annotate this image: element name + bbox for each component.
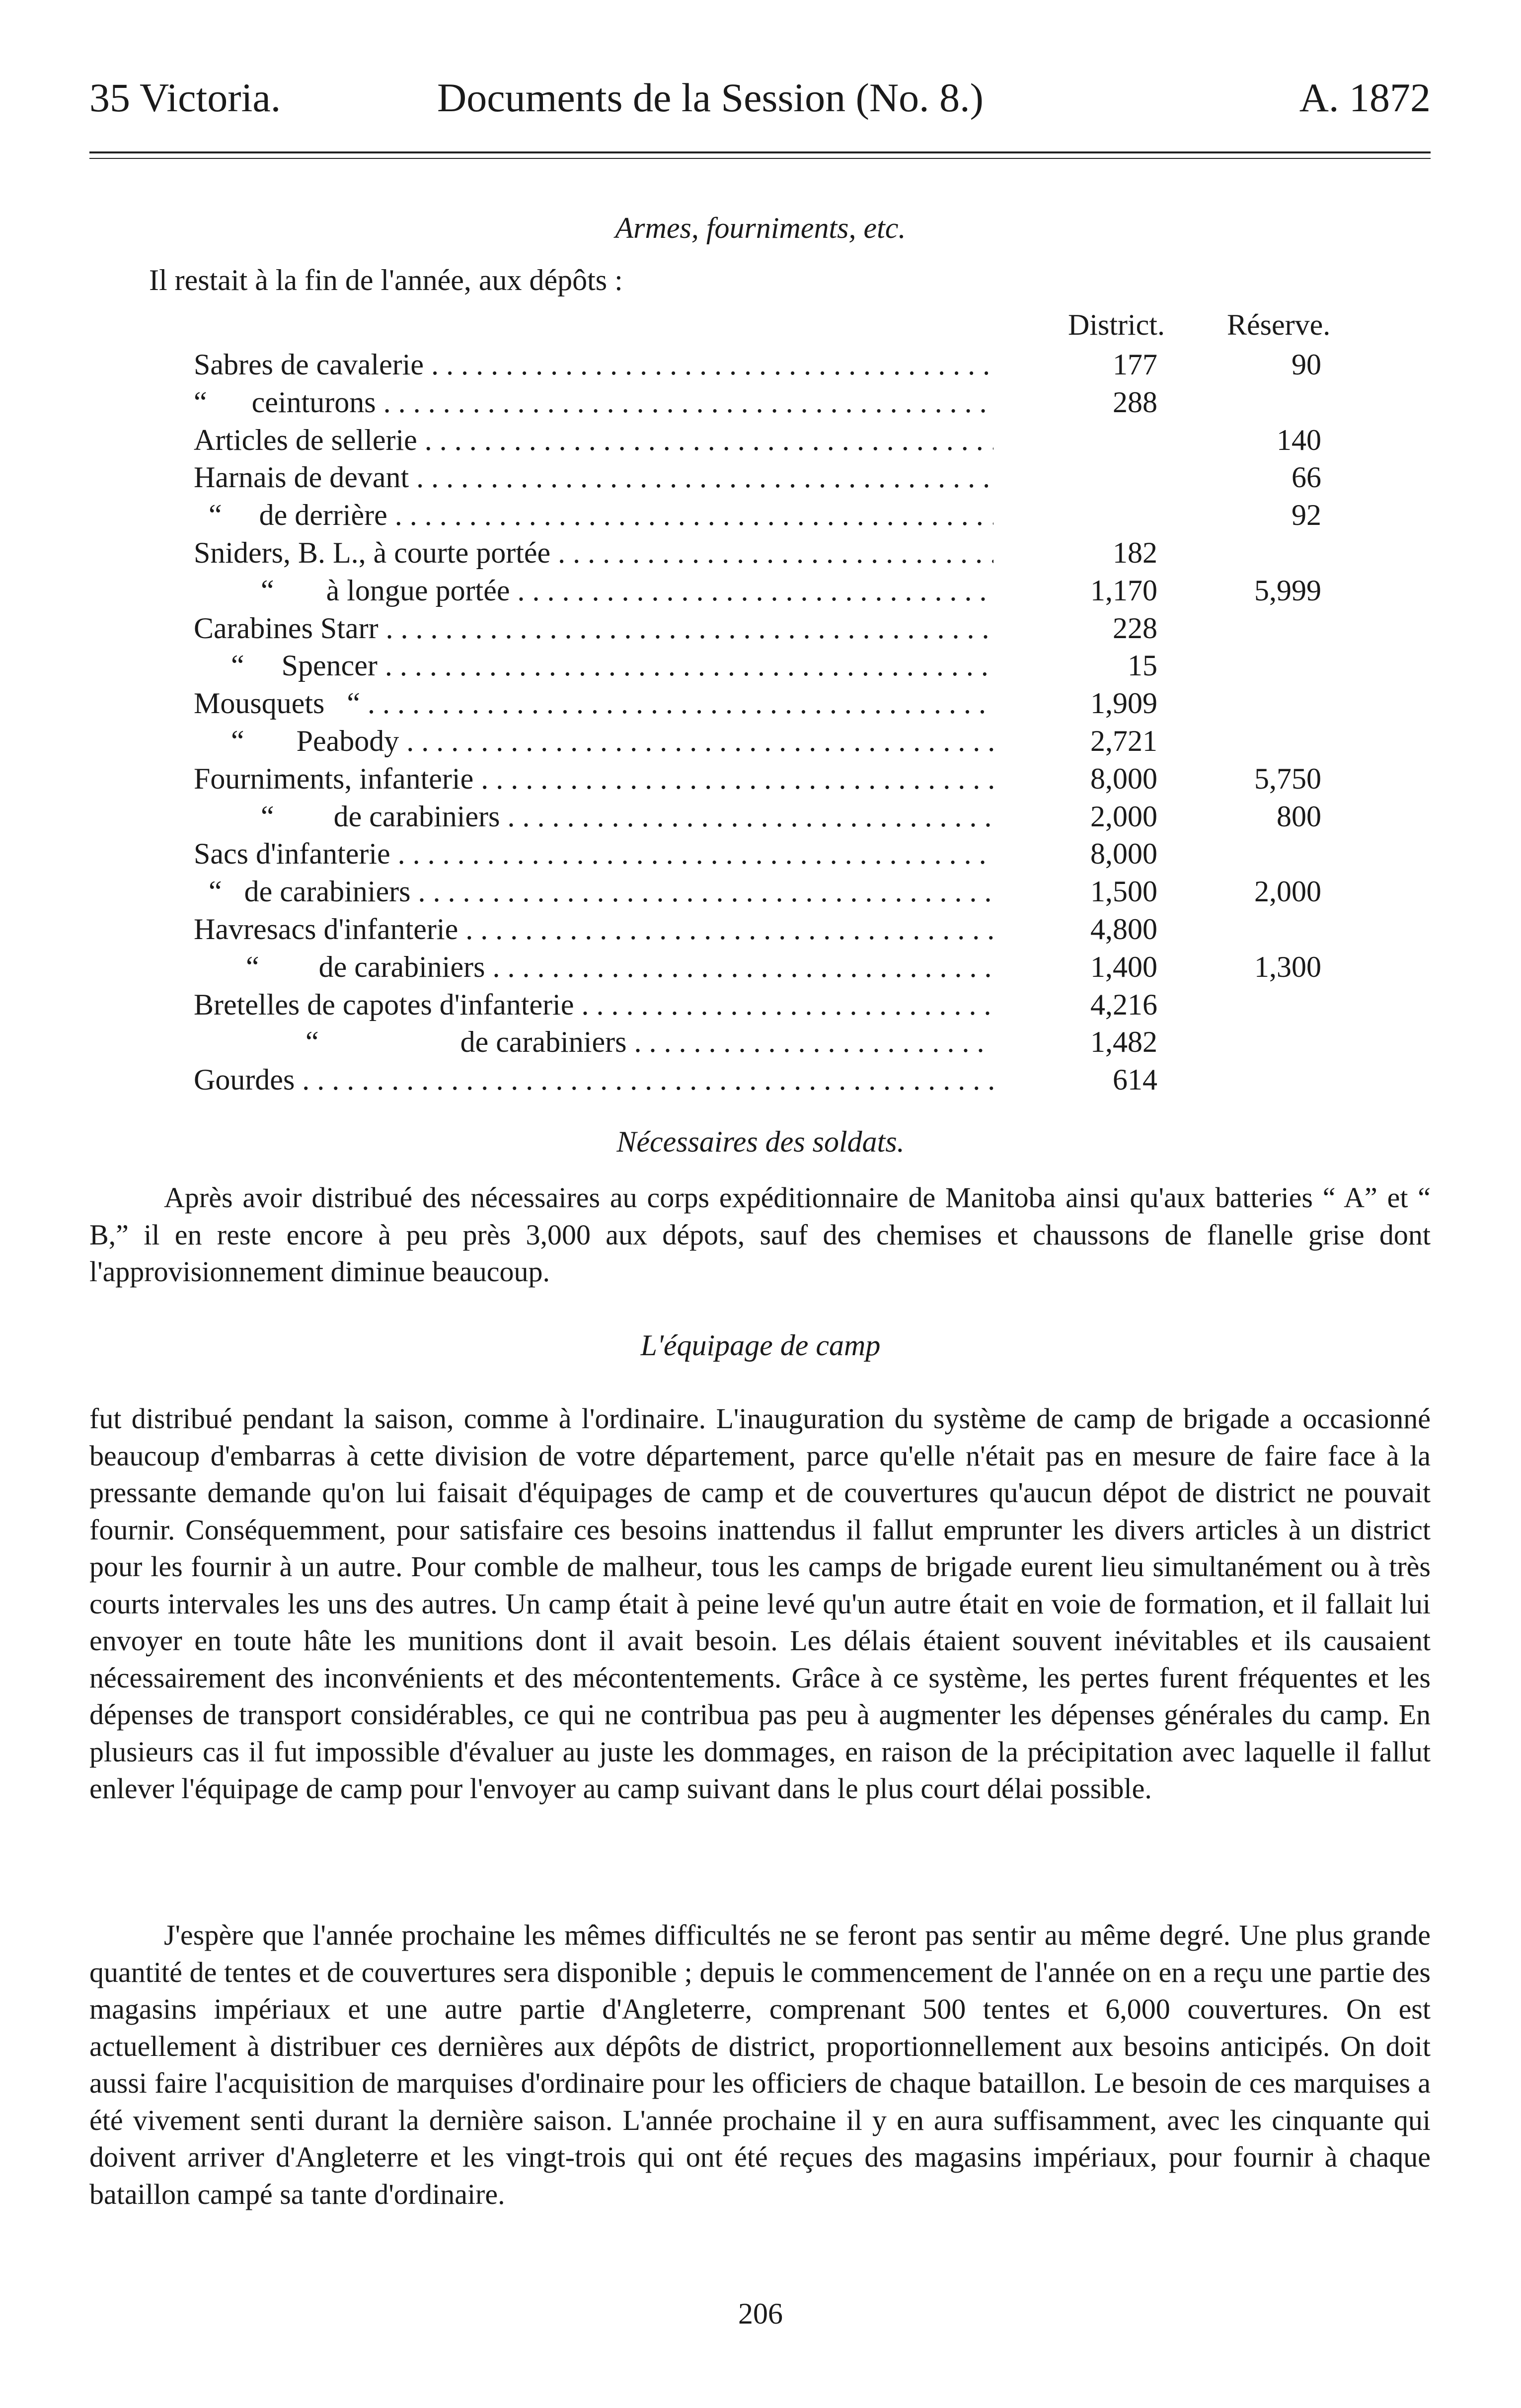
table-row — [0, 724, 1521, 761]
paragraph-necessaires-text: Après avoir distribué des nécessaires au corps expéditionnaire de Manitoba ainsi qu'aux batteries “ A” et “ B,” il en reste encore à peu près 3,000 aux dépots, sauf des chemises et chaussons de flanelle grise dont l'approvisionnement diminue beaucoup. — [89, 1181, 1431, 1288]
row-label — [194, 724, 993, 758]
section-title-armes: Armes, fourniments, etc. — [615, 212, 906, 244]
district-value: 4,216 — [1090, 988, 1157, 1021]
table-row — [0, 460, 1521, 498]
table-row — [0, 1025, 1521, 1062]
row-label-text: Bretelles de capotes d'infanterie — [194, 988, 574, 1021]
column-header-reserve: Réserve. — [1227, 308, 1331, 341]
table-row — [0, 385, 1521, 423]
table-row — [0, 574, 1521, 611]
table-row — [0, 950, 1521, 987]
row-label — [194, 423, 993, 457]
table-row — [0, 1063, 1521, 1100]
district-value: 228 — [1113, 611, 1157, 645]
row-label — [194, 460, 993, 495]
paragraph-equipage-1: fut distribué pendant la saison, comme à l'ordinaire. L'inauguration du système de camp de brigade a occasionné beaucoup d'embarras à cette division de votre département, parce qu'elle n'était pas en mesure de faire face à la pressante demande qu'on lui faisait d'équipages de camp et de couvertures qu'aucun dépot de district ne pouvait fournir. Conséquemment, pour satisfaire ces besoins inattendus il fallut emprunter les divers articles à un district pour les fournir à un autre. Pour comble de malheur, tous les camps de brigade eurent lieu simultanément ou à très courts intervales les uns des autres. Un camp était à peine levé qu'un autre était en voie de formation, et il fallait lui envoyer en toute hâte les munitions dont il avait besoin. Les délais étaient souvent inévitables et ils causaient nécessairement des inconvénients et des mécontentements. Grâce à ce système, les pertes furent fréquentes et les dépenses de transport considérables, ce qui ne contribua pas peu à augmenter les dépenses générales du camp. En plusieurs cas il fut impossible d'évaluer au juste les dommages, en raison de la précipitation avec laquelle il fallut enlever l'équipage de camp pour l'envoyer au camp suivant dans le plus court délai possible. — [89, 1402, 1431, 1805]
row-label — [194, 837, 993, 871]
district-value: 1,909 — [1090, 687, 1157, 720]
header-rule-thin — [89, 158, 1431, 159]
district-value: 8,000 — [1090, 837, 1157, 871]
table-row — [0, 875, 1521, 912]
row-label-text: “ de carabiniers — [194, 875, 411, 908]
paragraph-necessaires — [89, 1179, 1431, 1291]
reserve-value: 1,300 — [1254, 950, 1321, 983]
row-label — [194, 950, 993, 984]
district-value: 1,482 — [1090, 1025, 1157, 1059]
reserve-value: 66 — [1292, 461, 1321, 494]
column-header-district: District. — [1068, 308, 1165, 341]
section-intro: Il restait à la fin de l'année, aux dépôts : — [149, 264, 623, 296]
row-label — [194, 498, 993, 532]
district-value: 2,721 — [1090, 725, 1157, 757]
row-label-text: “ Spencer — [194, 649, 378, 682]
reserve-value: 5,999 — [1254, 574, 1321, 607]
row-label — [194, 1063, 993, 1097]
row-label-text: Fourniments, infanterie — [194, 762, 474, 795]
row-label-text: Harnais de devant — [194, 461, 409, 494]
row-label-text: “ de derrière — [194, 499, 387, 532]
reserve-value: 5,750 — [1254, 762, 1321, 795]
row-label-text: “ ceinturons — [194, 385, 376, 419]
table-row — [0, 800, 1521, 837]
table-row — [0, 423, 1521, 460]
district-value: 288 — [1113, 385, 1157, 419]
row-label-text: “ Peabody — [194, 725, 399, 757]
header-year: A. 1872 — [1299, 75, 1431, 120]
table-row — [0, 912, 1521, 949]
row-label-text: Carabines Starr — [194, 611, 379, 645]
table-row — [0, 348, 1521, 385]
row-label — [194, 875, 993, 909]
row-label — [194, 385, 993, 420]
section-title-equipage: L'équipage de camp — [640, 1329, 881, 1362]
paragraph-equipage-2-text: J'espère que l'année prochaine les mêmes difficultés ne se feront pas sentir au même degré. Une plus grande quantité de tentes et de couvertures sera disponible ; depuis le commencement de l'année on en a reçu une partie des magasins impériaux et une autre partie d'Angleterre, comprenant 500 tentes et 6,000 couvertures. On est actuellement à distribuer ces dernières aux dépôts de district, proportionnellement aux besoins anticipés. On doit aussi faire l'acquisition de marquises d'ordinaire pour les officiers de chaque bataillon. Le besoin de ces marquises a été vivement senti durant la dernière saison. L'année prochaine il y en aura suffisamment, avec les cinquante qui doivent arriver d'Angleterre et les vingt-trois qui ont été reçues des magasins impériaux, pour fournir à chaque bataillon campé sa tante d'ordinaire. — [89, 1919, 1431, 2210]
paragraph-equipage-2 — [89, 1917, 1431, 2213]
row-label-text: “ de carabiniers — [194, 1025, 627, 1059]
row-label — [194, 686, 993, 721]
row-label-text: Sacs d'infanterie — [194, 837, 390, 871]
district-value: 1,500 — [1090, 875, 1157, 908]
running-header — [89, 74, 1431, 134]
district-value: 2,000 — [1090, 800, 1157, 833]
district-value: 182 — [1113, 536, 1157, 569]
district-value: 1,400 — [1090, 950, 1157, 983]
table-row — [0, 686, 1521, 724]
row-label — [194, 800, 993, 834]
table-row — [0, 536, 1521, 573]
table-row — [0, 988, 1521, 1025]
district-value: 177 — [1113, 348, 1157, 381]
table-row — [0, 649, 1521, 686]
row-label-text: Havresacs d'infanterie — [194, 913, 458, 946]
reserve-value: 140 — [1277, 423, 1321, 456]
header-rule-thick — [89, 151, 1431, 153]
row-label — [194, 649, 993, 683]
row-label-text: Articles de sellerie — [194, 423, 417, 456]
district-value: 1,170 — [1090, 574, 1157, 607]
reserve-value: 2,000 — [1254, 875, 1321, 908]
row-label-text: “ de carabiniers — [194, 950, 485, 983]
district-value: 4,800 — [1090, 913, 1157, 946]
table-row — [0, 762, 1521, 799]
table-row — [0, 837, 1521, 874]
row-label — [194, 762, 993, 796]
row-label — [194, 536, 993, 570]
row-label — [194, 574, 993, 608]
row-label-text: “ de carabiniers — [194, 800, 500, 833]
reserve-value: 90 — [1292, 348, 1321, 381]
table-row — [0, 611, 1521, 649]
row-label — [194, 611, 993, 646]
district-value: 15 — [1128, 649, 1157, 682]
page-number: 206 — [738, 2297, 783, 2330]
row-label — [194, 912, 993, 947]
row-label-text: Sniders, B. L., à courte portée — [194, 536, 551, 569]
header-volume: 35 Victoria. — [89, 75, 281, 120]
row-label — [194, 348, 993, 382]
row-label-text: Mousquets “ — [194, 687, 360, 720]
header-title: Documents de la Session (No. 8.) — [437, 75, 984, 120]
reserve-value: 800 — [1277, 800, 1321, 833]
table-row — [0, 498, 1521, 535]
row-label-text: “ à longue portée — [194, 574, 510, 607]
row-label-text: Sabres de cavalerie — [194, 348, 424, 381]
reserve-value: 92 — [1292, 499, 1321, 532]
district-value: 8,000 — [1090, 762, 1157, 795]
row-label — [194, 1025, 993, 1059]
row-label — [194, 988, 993, 1022]
section-title-necessaires: Nécessaires des soldats. — [616, 1125, 905, 1158]
district-value: 614 — [1113, 1063, 1157, 1096]
row-label-text: Gourdes — [194, 1063, 295, 1096]
